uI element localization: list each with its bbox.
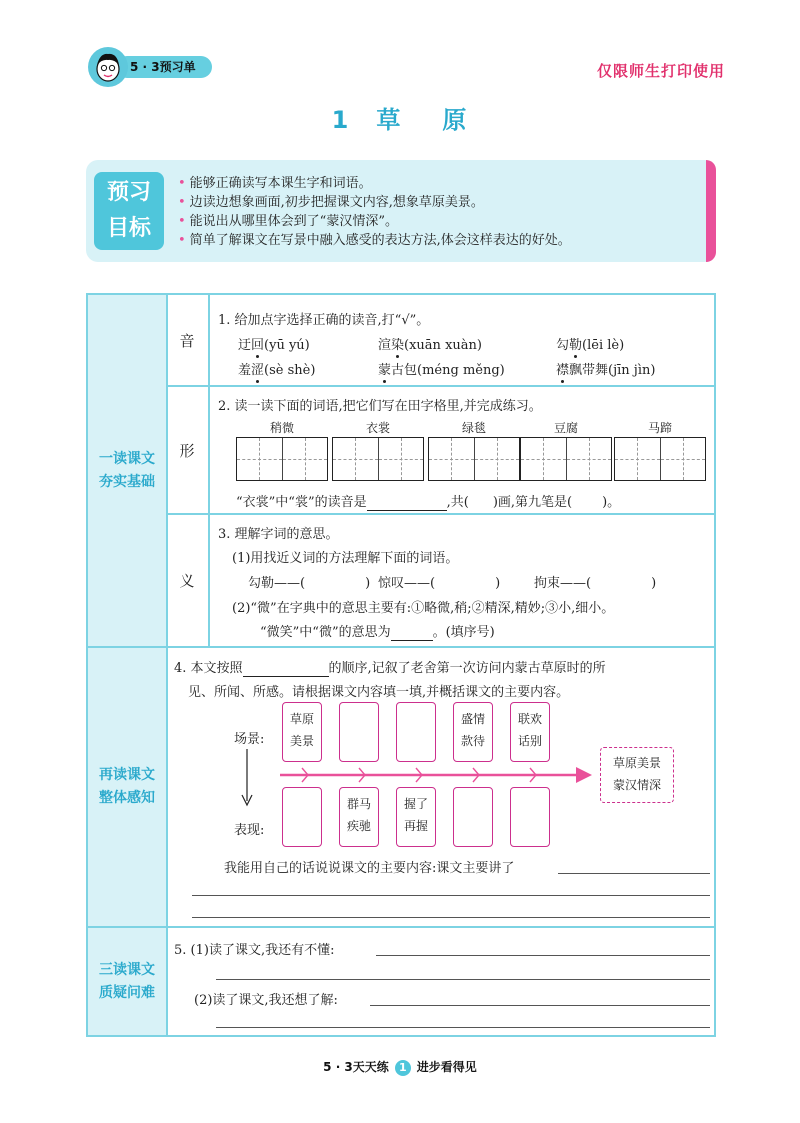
answer-line[interactable] xyxy=(192,917,710,918)
answer-line[interactable] xyxy=(558,873,710,874)
bullet-icon: • xyxy=(178,195,186,210)
q2-fill-text: “衣裳”中“裳”的读音是 ,共( )画,第九笔是( )。 xyxy=(236,495,621,510)
page-number: 1 xyxy=(395,1060,411,1076)
q4-text: 4. 本文按照 的顺序,记叙了老舍第一次访问内蒙古草原时的所 xyxy=(174,661,606,676)
pinyin-item: 勾勒(lēi lè) xyxy=(556,338,625,353)
footer-right: 进步看得见 xyxy=(416,1060,477,1074)
q3-sub2b: “微笑”中“微”的意思为 。(填序号) xyxy=(260,625,495,640)
preview-side-tab xyxy=(706,160,716,262)
section2-label: 再读课文 整体感知 xyxy=(88,648,166,926)
q3-sub1: (1)用找近义词的方法理解下面的词语。 xyxy=(232,551,459,566)
answer-line[interactable] xyxy=(216,979,710,980)
q5-part1: 5. (1)读了课文,我还有不懂: xyxy=(174,943,335,958)
performance-box[interactable]: 握了 再握 xyxy=(396,787,436,847)
goal-item: • 能说出从哪里体会到了“蒙汉情深”。 xyxy=(178,214,398,229)
synonym-item: 惊叹——( ) xyxy=(378,576,501,591)
performance-box[interactable] xyxy=(282,787,322,847)
bullet-icon: • xyxy=(178,233,186,248)
scene-box[interactable]: 联欢 话别 xyxy=(510,702,550,762)
q2-text: 2. 读一读下面的词语,把它们写在田字格里,并完成练习。 xyxy=(218,399,542,414)
goal-item: • 能够正确读写本课生字和词语。 xyxy=(178,176,372,191)
goal-list xyxy=(178,174,571,250)
pinyin-item: 襟飘带舞(jīn jìn) xyxy=(556,363,656,378)
scene-box[interactable] xyxy=(339,702,379,762)
q1-text: 1. 给加点字选择正确的读音,打“√”。 xyxy=(218,313,430,328)
pinyin-item: 渲染(xuān xuàn) xyxy=(378,338,482,353)
brand-label: 5 · 3预习单 xyxy=(116,56,212,78)
goal-item: • 边读边想象画面,初步把握课文内容,想象草原美景。 xyxy=(178,195,484,210)
footer xyxy=(0,1058,800,1076)
section1-label: 一读课文 夯实基础 xyxy=(88,295,166,646)
q5-part2: (2)读了课文,我还想了解: xyxy=(194,993,338,1008)
answer-line[interactable] xyxy=(370,1005,710,1006)
performance-box[interactable]: 群马 疾驰 xyxy=(339,787,379,847)
scene-box[interactable]: 盛情 款待 xyxy=(453,702,493,762)
section3-label: 三读课文 质疑问难 xyxy=(88,928,166,1035)
answer-line[interactable] xyxy=(216,1027,710,1028)
word-label: 马蹄 xyxy=(647,421,672,435)
q4-text-line2: 见、所闻、所感。请根据课文内容填一填,并概括课文的主要内容。 xyxy=(188,685,570,700)
pinyin-item: 羞涩(sè shè) xyxy=(238,363,316,378)
scene-label: 场景: xyxy=(234,732,265,747)
pinyin-item: 蒙古包(méng měng) xyxy=(378,363,505,378)
synonym-item: 拘束——( ) xyxy=(534,576,657,591)
mascot-icon xyxy=(88,47,128,87)
q3-sub2: (2)“微”在字典中的意思主要有:①略微,稍;②精深,精妙;③小,细小。 xyxy=(232,601,615,616)
meaning-tag: 义 xyxy=(179,572,195,590)
result-box: 草原美景 蒙汉情深 xyxy=(600,747,674,803)
q3-text: 3. 理解字词的意思。 xyxy=(218,527,339,542)
word-label: 绿毯 xyxy=(461,421,486,435)
preview-badge-line1: 预习 xyxy=(106,180,151,205)
brand-logo xyxy=(88,47,213,87)
lesson-title-char-2: 原 xyxy=(442,106,469,134)
preview-goals-box xyxy=(86,160,716,262)
sound-tag: 音 xyxy=(179,331,195,350)
synonym-item: 勾勒——( ) xyxy=(248,576,371,591)
bullet-icon: • xyxy=(178,214,186,229)
print-notice: 仅限师生打印使用 xyxy=(596,62,725,80)
word-label: 衣裳 xyxy=(365,421,390,435)
fishbone-diagram xyxy=(88,295,714,1035)
summary-prompt: 我能用自己的话说说课文的主要内容:课文主要讲了 xyxy=(224,861,515,876)
preview-badge xyxy=(94,172,164,250)
scene-box[interactable] xyxy=(396,702,436,762)
lesson-number: 1 xyxy=(331,106,351,134)
lesson-title-char-1: 草 xyxy=(376,106,403,134)
answer-line[interactable] xyxy=(376,955,710,956)
word-label: 豆腐 xyxy=(553,421,578,435)
shape-tag: 形 xyxy=(179,441,195,460)
word-label: 稍微 xyxy=(269,421,294,435)
answer-line[interactable] xyxy=(192,895,710,896)
bullet-icon: • xyxy=(178,176,186,191)
lesson-title xyxy=(0,100,800,135)
worksheet-table xyxy=(86,293,716,1037)
footer-left: 5 · 3天天练 xyxy=(323,1060,389,1074)
performance-label: 表现: xyxy=(234,823,265,838)
goal-item: • 简单了解课文在写景中融入感受的表达方法,体会这样表达的好处。 xyxy=(178,233,571,248)
performance-box[interactable] xyxy=(510,787,550,847)
pinyin-item: 迂回(yū yú) xyxy=(238,338,310,353)
scene-box[interactable]: 草原 美景 xyxy=(282,702,322,762)
preview-badge-line2: 目标 xyxy=(106,216,151,241)
spine-arrow-icon xyxy=(576,767,592,783)
performance-box[interactable] xyxy=(453,787,493,847)
